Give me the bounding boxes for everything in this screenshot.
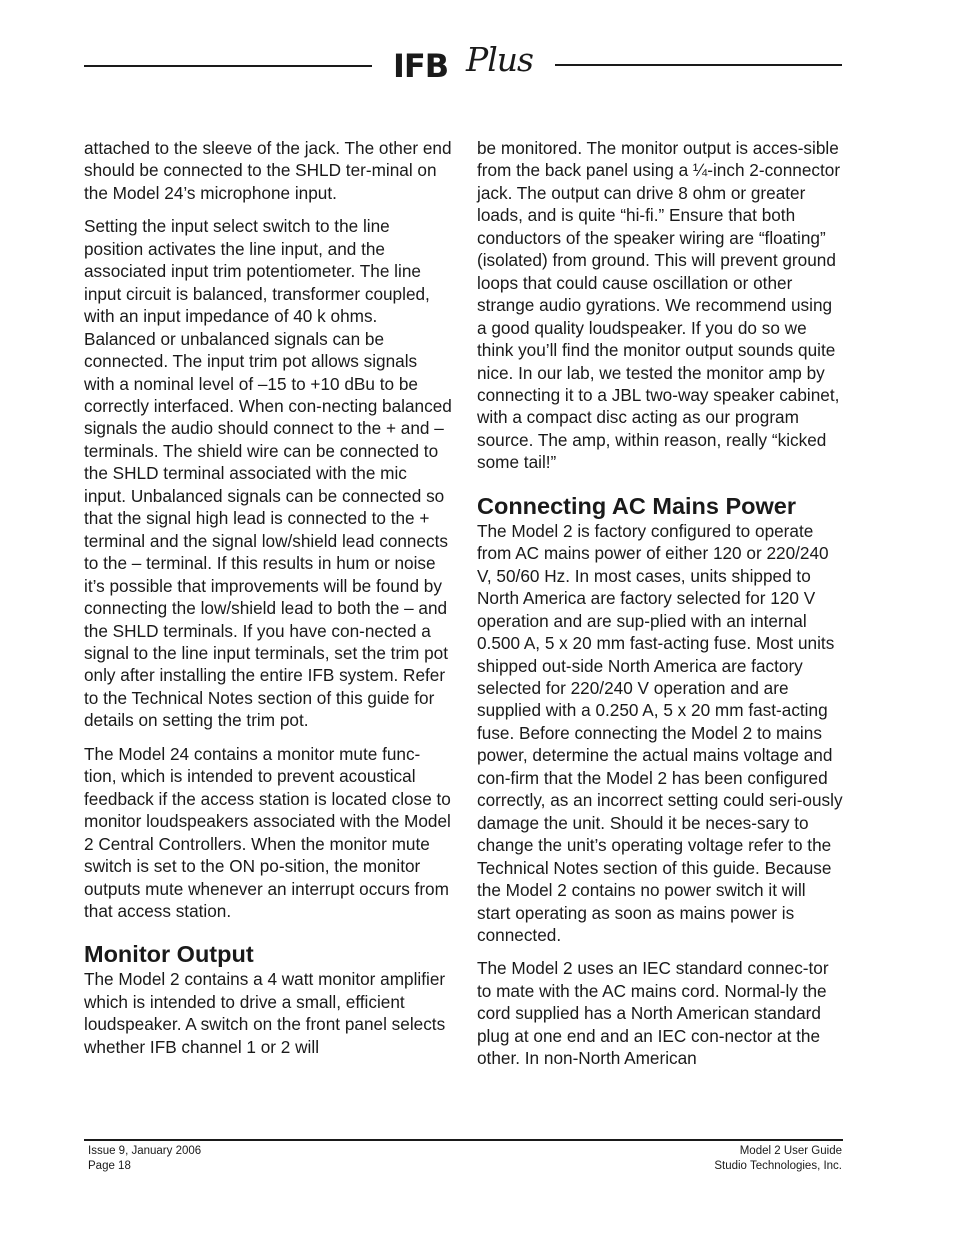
left-paragraph-1: attached to the sleeve of the jack. The other end should be connected to the SHLD ter-minal on the Model 24’s microphone input.: [84, 138, 452, 203]
footer-right: [714, 1144, 842, 1173]
footer-page-number: Page 18: [88, 1159, 131, 1172]
logo-ifb-text: IFB: [393, 47, 449, 85]
left-paragraph-2: Setting the input select switch to the line position activates the line input, and the associated input trim potentiometer. The line input circuit is balanced, transformer coupled, with an input impedance of 40 k ohms. Balanced or unbalanced signals can be connected. The input trim pot allows signals with a nominal level of –15 to +10 dBu to be correctly interfaced. When con-necting balanced signals the audio should connect to the + and – terminals. The shield wire can be connected to the SHLD terminal associated with the mic input. Unbalanced signals can be connected so that the signal high lead is connected to the + terminal and the signal low/shield lead connects to the – terminal. If this results in hum or noise it’s possible that improvements will be found by connecting the low/shield lead to both the – and the SHLD terminals. If you have con-nected a signal to the line input terminals, set the trim pot only after installing the entire IFB system. Refer to the Technical Notes section of this guide for details on setting the trim pot.: [84, 216, 452, 731]
left-column: [84, 137, 452, 1069]
footer-guide-title: Model 2 User Guide: [739, 1145, 842, 1157]
footer-issue: Issue 9, January 2006: [88, 1145, 202, 1157]
logo-plus-script: Plus: [466, 40, 533, 79]
header-rule-right: [555, 64, 842, 66]
ac-mains-heading: Connecting AC Mains Power: [477, 492, 797, 519]
footer-company: Studio Technologies, Inc.: [714, 1159, 842, 1172]
right-column: [477, 137, 843, 1081]
right-paragraph-2: The Model 2 is factory configured to operate from AC mains power of either 120 or 220/240 V, 50/60 Hz. In most cases, units shipped to North America are factory selected for 120 V operation and are sup-plied with an internal 0.500 A, 5 x 20 mm fast-acting fuse. Most units shipped out-side North America are factory selected for 220/240 V operation and are supplied with a 0.250 A, 5 x 20 mm fast-acting fuse. Before connecting the Model 2 to mains power, determine the actual mains voltage and con-firm that the Model 2 has been configured correctly, as an incorrect setting could seri-ously damage the unit. Should it be neces-sary to change the unit’s operating voltage refer to the Technical Notes section of this guide. Because the Model 2 contains no power switch it will start operating as soon as mains power is connected.: [477, 520, 843, 945]
left-paragraph-4: The Model 2 contains a 4 watt monitor amplifier which is intended to drive a small, efficient loudspeaker. A switch on the front panel selects whether IFB channel 1 or 2 will: [84, 969, 446, 1057]
footer-left: [88, 1144, 201, 1173]
right-paragraph-3: The Model 2 uses an IEC standard connec-tor to mate with the AC mains cord. Normal-ly the cord supplied has a North American standard plug at one end and an IEC con-nector at the other. In non-North American: [477, 958, 829, 1069]
ifb-plus-logo: [393, 40, 538, 86]
right-paragraph-1: be monitored. The monitor output is acces-sible from the back panel using a ¼-inch 2-connector jack. The output can drive 8 ohm or greater loads, and is quite “hi-fi.” Ensure that both conductors of the speaker wiring are “floating” (isolated) from ground. This will prevent ground loops that could cause oscillation or other strange audio gyrations. We recommend using a good quality loudspeaker. If you do so we think you’ll find the monitor output sounds quite nice. In our lab, we tested the monitor amp by connecting it to a JBL two-way speaker cabinet, with a compact disc acting as our program source. The amp, within reason, really “kicked some tail!”: [477, 138, 841, 473]
header-rule-left: [84, 65, 372, 67]
left-paragraph-3: The Model 24 contains a monitor mute func-tion, which is intended to prevent acoustical feedback if the access station is located close to monitor loudspeakers associated with the Model 2 Central Controllers. When the monitor mute switch is set to the ON po-sition, the monitor outputs mute whenever an interrupt occurs from that access station.: [84, 743, 451, 921]
monitor-output-heading: Monitor Output: [84, 941, 254, 968]
footer-rule: [84, 1139, 843, 1141]
